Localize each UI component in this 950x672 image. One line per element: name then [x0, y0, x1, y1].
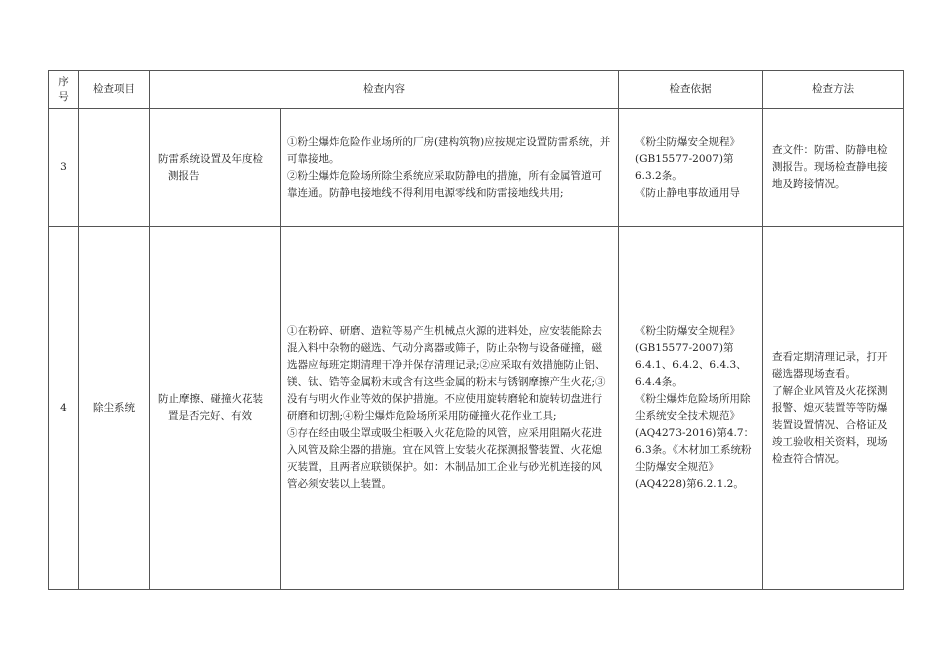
header-no: 序 号	[49, 71, 79, 109]
row-no: 3	[49, 109, 79, 227]
row-sub-item: 防止摩擦、碰撞火花装 置是否完好、有效	[150, 227, 281, 590]
table-header-row	[49, 71, 904, 109]
row-basis: 《粉尘防爆安全规程》(GB15577-2007)第6.4.1、6.4.2、6.4.3、6.4.4条。 《粉尘爆炸危险场所用除尘系统安全技术规范》(AQ4273-2016)第4.7：6.3条。《木材加工系统粉尘防爆安全规范》(AQ4228)第6.2.1.2。	[619, 227, 763, 590]
header-content: 检查内容	[150, 71, 619, 109]
row-sub-item: 防雷系统设置及年度检 测报告	[150, 109, 281, 227]
header-basis: 检查依据	[619, 71, 763, 109]
row-content: ①粉尘爆炸危险作业场所的厂房(建构筑物)应按规定设置防雷系统，并可靠接地。 ②粉尘爆炸危险场所除尘系统应采取防静电的措施，所有金属管道可靠连通。防静电接地线不得利用电源零线和防雷接地线共用;	[281, 109, 619, 227]
header-method: 检查方法	[763, 71, 904, 109]
row-item	[79, 109, 150, 227]
row-no: 4	[49, 227, 79, 590]
row-basis: 《粉尘防爆安全规程》(GB15577-2007)第6.3.2条。 《防止静电事故通用导	[619, 109, 763, 227]
header-item: 检查项目	[79, 71, 150, 109]
table-row	[49, 109, 904, 227]
row-method: 查看定期清理记录，打开磁选器现场查看。 了解企业风管及火花探测报警、熄灭装置等等防爆装置设置情况、合格证及竣工验收相关资料，现场检查符合情况。	[763, 227, 904, 590]
row-method: 查文件：防雷、防静电检测报告。现场检查静电接地及跨接情况。	[763, 109, 904, 227]
table-row	[49, 227, 904, 590]
inspection-table	[48, 70, 904, 590]
row-content: ①在粉碎、研磨、造粒等易产生机械点火源的进料处，应安装能除去混入料中杂物的磁选、气动分离器或筛子，防止杂物与设备碰撞，磁选器应每班定期清理干净并保存清理记录;②应采取有效措施防止铝、镁、钛、锆等金属粉末或含有这些金属的粉末与锈钢摩擦产生火花;③没有与明火作业等效的保护措施。不应使用旋转磨轮和旋转切盘进行研磨和切割;④粉尘爆炸危险场所采用防碰撞火花作业工具; ⑤存在经由吸尘罩或吸尘柜吸入火花危险的风管，应采用阻隔火花进入风管及除尘器的措施。宜在风管上安装火花探测报警装置、火花熄灭装置，且两者应联锁保护。如：木制品加工企业与砂光机连接的风管必须安装以上装置。	[281, 227, 619, 590]
row-item: 除尘系统	[79, 227, 150, 590]
